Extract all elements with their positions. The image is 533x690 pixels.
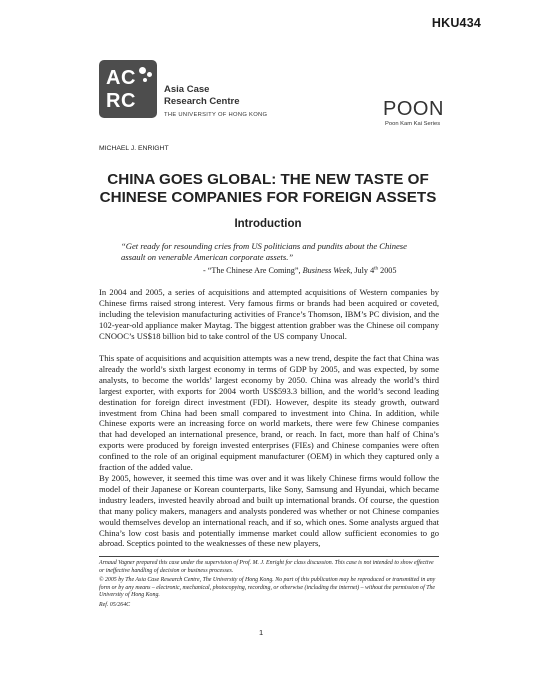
page-number: 1 bbox=[259, 628, 264, 637]
author: MICHAEL J. ENRIGHT bbox=[99, 145, 169, 152]
footnote-authorship: Arnaud Vagner prepared this case under the supervision of Prof. M. J. Enright for class discussion. This case is not intended to show effective or ineffective handling of decision or business processes. bbox=[99, 560, 434, 574]
logo-dot bbox=[147, 72, 152, 77]
body-paragraph: In 2004 and 2005, a series of acquisitions and attempted acquisitions of Western companies by Chinese firms raised strong interest. Very famous firms or brands had been acquired or coveted, including the television manufacturing activities of France’s Thomson, IBM’s PC division, and the 102-year-old appliance maker Maytag. The biggest attention grabber was the Chinese oil company CNOOC’s US$18 billion bid to take control of the US company Unocal. bbox=[99, 287, 439, 341]
case-title-line2: CHINESE COMPANIES FOR FOREIGN ASSETS bbox=[99, 189, 437, 206]
epigraph-year: 2005 bbox=[378, 266, 397, 275]
logo-dot bbox=[139, 67, 146, 74]
epigraph-date-suffix: th bbox=[374, 266, 379, 272]
body-paragraph: By 2005, however, it seemed this time was over and it was likely Chinese firms would follow the model of their Japanese or Korean counterparts, like Sony, Samsung and Hyundai, which became industry leaders, invested heavily abroad and built up international brands. Of course, the question that many policy makers, managers and analysts pondered was whether or not Chinese companies would themselves develop an international reach, and if so, which ones. Some analysts argued that China’s low cost basis and potentially immense market could allow sufficient economies to go abroad. Sceptics pointed to the weaknesses of these new players, bbox=[99, 473, 439, 549]
logo-letter-a: A bbox=[106, 67, 121, 89]
logo-letter-c1: C bbox=[121, 67, 136, 89]
case-code: HKU434 bbox=[431, 16, 481, 30]
case-title-line1: CHINA GOES GLOBAL: THE NEW TASTE OF bbox=[107, 171, 429, 188]
poon-series-subtitle: Poon Kam Kai Series bbox=[385, 121, 441, 127]
body-paragraph: This spate of acquisitions and acquisition attempts was a new trend, despite the fact that China was already the world’s sixth largest economy in terms of GDP by 2005, and was expected, by some analysts, to become the worlds’ largest economy by 2050. China was already the world’s third largest exporter, with exports for 2004 worth US$593.3 billion, and the world’s second leading destination for foreign direct investment (FDI). However, despite its steady growth, outward investment from China had been small compared to investment into China. In addition, while Chinese exports were an increasing force on world markets, there were few Chinese companies that had developed an international presence, brand, or reach. In fact, more than half of China’s exports were produced by foreign invested enterprises (FIEs) and Chinese companies were often confined to the role of an original equipment manufacturer (OEM) in which they captured only a fraction of the added value. bbox=[99, 353, 439, 473]
footnote-copyright: © 2005 by The Asia Case Research Centre, The University of Hong Kong. No part of this publication may be reproduced or transmitted in any form or by any means – electronic, mechanical, photocopying, recording, or otherwise (including the internet) – without the permission of The University of Hong Kong. bbox=[99, 577, 436, 599]
org-university: THE UNIVERSITY OF HONG KONG bbox=[164, 112, 268, 118]
epigraph-publication: Business Week bbox=[302, 266, 351, 275]
acrc-logo bbox=[99, 60, 157, 118]
logo-letter-r: R bbox=[106, 90, 121, 112]
epigraph-source bbox=[203, 266, 396, 275]
case-title bbox=[99, 171, 437, 207]
footnote-reference: Ref. 05/264C bbox=[99, 602, 131, 608]
org-name bbox=[164, 84, 240, 107]
logo-dot bbox=[143, 78, 147, 82]
logo-letter-c2: C bbox=[121, 90, 136, 112]
epigraph-date: , July 4 bbox=[350, 266, 375, 275]
epigraph-source-prefix: - “The Chinese Are Coming”, bbox=[203, 266, 303, 275]
org-name-line1: Asia Case bbox=[164, 84, 210, 95]
section-heading: Introduction bbox=[234, 218, 302, 230]
footnote-divider bbox=[99, 556, 439, 557]
epigraph-quote: “Get ready for resounding cries from US politicians and pundits about the Chinese assault on venerable American corporate assets.” bbox=[121, 241, 407, 262]
poon-series-logo: POON bbox=[383, 98, 444, 120]
org-name-line2: Research Centre bbox=[164, 95, 240, 107]
